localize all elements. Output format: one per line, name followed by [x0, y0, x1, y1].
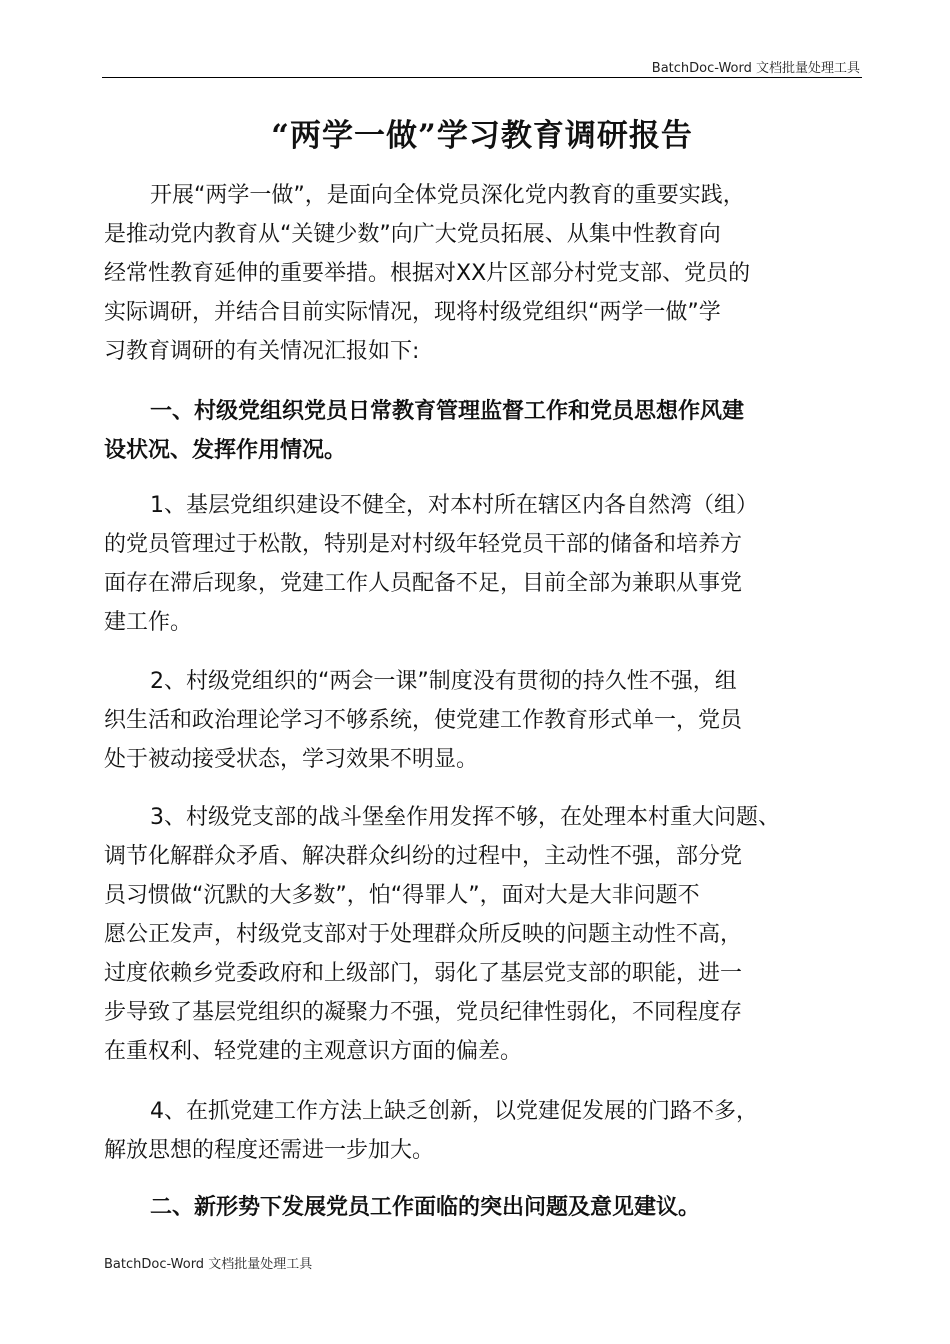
paragraph-line: 在重权利、轻党建的主观意识方面的偏差。 [104, 1039, 523, 1064]
intro-paragraph [104, 176, 854, 371]
paragraph-line: 经常性教育延伸的重要举措。根据对XX片区部分村党支部、党员的 [104, 261, 751, 286]
paragraph-line: 实际调研，并结合目前实际情况，现将村级党组织“两学一做”学 [104, 300, 721, 325]
paragraph-line: 过度依赖乡党委政府和上级部门，弱化了基层党支部的职能，进一 [104, 961, 743, 986]
paragraph-line: 织生活和政治理论学习不够系统，使党建工作教育形式单一，党员 [104, 708, 743, 733]
header-divider [102, 77, 862, 78]
paragraph-line: 面存在滞后现象，党建工作人员配备不足，目前全部为兼职从事党 [104, 571, 743, 596]
paragraph-line: 2、村级党组织的“两会一课”制度没有贯彻的持久性不强，组 [150, 669, 737, 694]
item-paragraph-3 [104, 798, 854, 1071]
page-footer: BatchDoc-Word 文档批量处理工具 [104, 1257, 313, 1272]
item-paragraph-1 [104, 486, 854, 642]
paragraph-line: 3、村级党支部的战斗堡垒作用发挥不够，在处理本村重大问题、 [150, 805, 780, 830]
item-paragraph-4 [104, 1092, 854, 1170]
paragraph-line: 1、基层党组织建设不健全，对本村所在辖区内各自然湾（组） [150, 493, 758, 518]
heading-line: 二、新形势下发展党员工作面临的突出问题及意见建议。 [150, 1195, 701, 1220]
paragraph-line: 步导致了基层党组织的凝聚力不强，党员纪律性弱化，不同程度存 [104, 1000, 743, 1025]
heading-line: 一、村级党组织党员日常教育管理监督工作和党员思想作风建 [150, 399, 745, 424]
paragraph-line: 解放思想的程度还需进一步加大。 [104, 1138, 435, 1163]
paragraph-line: 员习惯做“沉默的大多数”，怕“得罪人”，面对大是大非问题不 [104, 883, 700, 908]
paragraph-line: 处于被动接受状态，学习效果不明显。 [104, 747, 479, 772]
section-heading-2 [104, 1188, 854, 1227]
paragraph-line: 开展“两学一做”，是面向全体党员深化党内教育的重要实践， [150, 183, 745, 208]
paragraph-line: 建工作。 [104, 610, 193, 635]
paragraph-line: 习教育调研的有关情况汇报如下: [104, 339, 420, 364]
heading-line: 设状况、发挥作用情况。 [104, 438, 347, 463]
paragraph-line: 4、在抓党建工作方法上缺乏创新，以党建促发展的门路不多， [150, 1099, 758, 1124]
paragraph-line: 是推动党内教育从“关键少数”向广大党员拓展、从集中性教育向 [104, 222, 721, 247]
document-title: “两学一做”学习教育调研报告 [271, 118, 693, 154]
paragraph-line: 的党员管理过于松散，特别是对村级年轻党员干部的储备和培养方 [104, 532, 743, 557]
page-header: BatchDoc-Word 文档批量处理工具 [651, 61, 860, 76]
item-paragraph-2 [104, 662, 854, 779]
paragraph-line: 调节化解群众矛盾、解决群众纠纷的过程中，主动性不强，部分党 [104, 844, 743, 869]
paragraph-line: 愿公正发声，村级党支部对于处理群众所反映的问题主动性不高， [104, 922, 743, 947]
section-heading-1 [104, 392, 854, 470]
